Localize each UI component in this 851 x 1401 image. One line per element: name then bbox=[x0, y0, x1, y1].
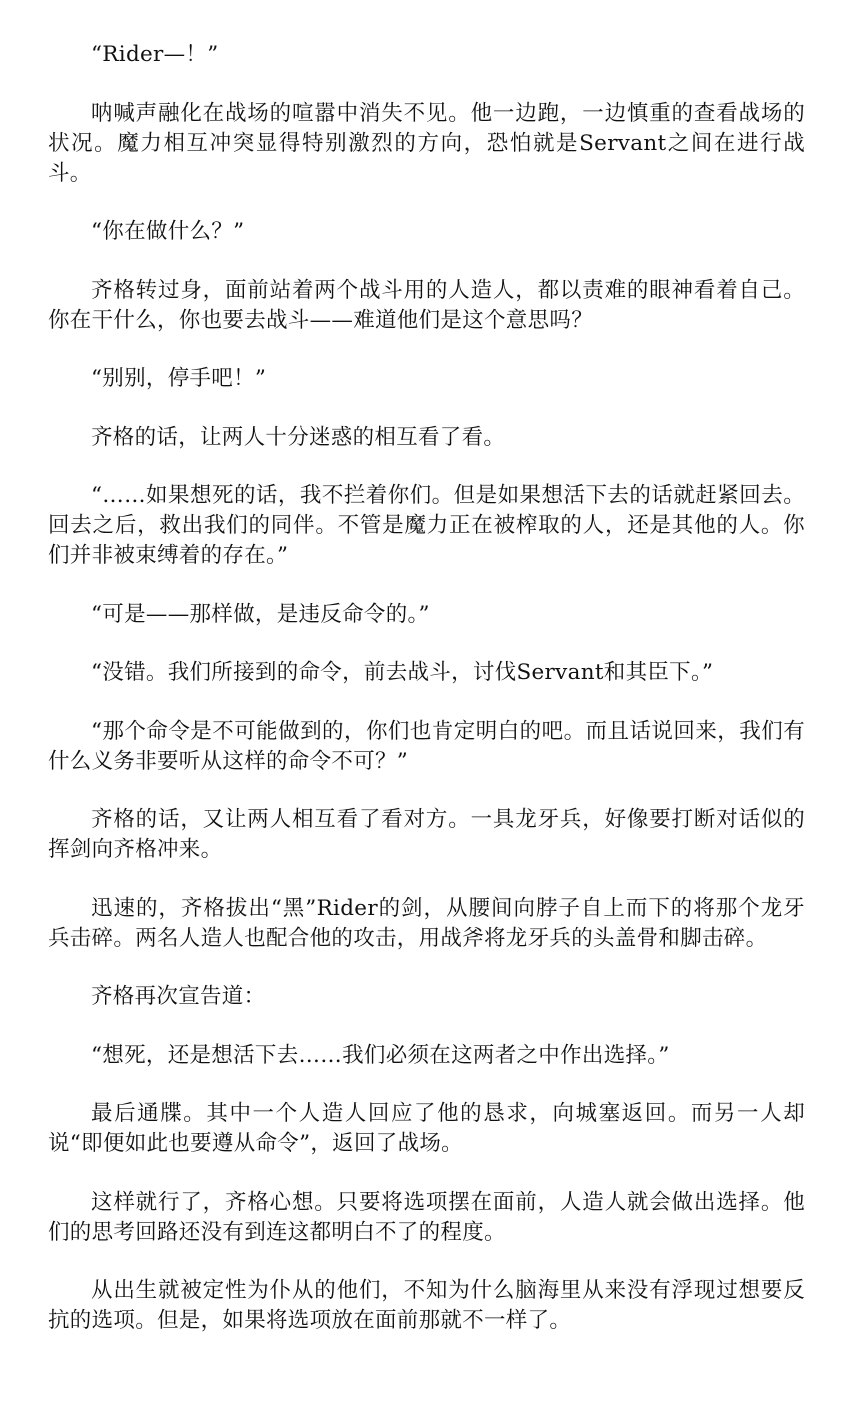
paragraph-14: “想死，还是想活下去……我们必须在这两者之中作出选择。” bbox=[91, 1042, 670, 1068]
paragraph-7: “……如果想死的话，我不拦着你们。但是如果想活下去的话就赶紧回去。回去之后，救出我们的同伴。不管是魔力正在被榨取的人，还是其他的人。你们并非被束缚着的存在。” bbox=[48, 483, 805, 568]
paragraph-2: 呐喊声融化在战场的喧嚣中消失不见。他一边跑，一边慎重的查看战场的状况。魔力相互冲突显得特别激烈的方向，恐怕就是Servant之间在进行战斗。 bbox=[48, 100, 805, 186]
paragraph-9: “没错。我们所接到的命令，前去战斗，讨伐Servant和其臣下。” bbox=[91, 660, 714, 685]
paragraph-3: “你在做什么？” bbox=[91, 219, 245, 244]
paragraph-15: 最后通牒。其中一个人造人回应了他的恳求，向城塞返回。而另一人却说“即便如此也要遵从命令”，返回了战场。 bbox=[48, 1101, 805, 1156]
paragraph-17: 从出生就被定性为仆从的他们，不知为什么脑海里从来没有浮现过想要反抗的选项。但是，如果将选项放在面前那就不一样了。 bbox=[48, 1278, 805, 1333]
paragraph-4: 齐格转过身，面前站着两个战斗用的人造人，都以责难的眼神看着自己。你在干什么，你也要去战斗——难道他们是这个意思吗？ bbox=[48, 277, 805, 333]
paragraph-1: “Rider—！” bbox=[91, 42, 219, 67]
paragraph-6: 齐格的话，让两人十分迷惑的相互看了看。 bbox=[91, 424, 506, 450]
paragraph-16: 这样就行了，齐格心想。只要将选项摆在面前，人造人就会做出选择。他们的思考回路还没有到连这都明白不了的程度。 bbox=[48, 1189, 805, 1245]
paragraph-12: 迅速的，齐格拔出“黑”Rider的剑，从腰间向脖子自上而下的将那个龙牙兵击碎。两名人造人也配合他的攻击，用战斧将龙牙兵的头盖骨和脚击碎。 bbox=[48, 895, 805, 951]
paragraph-11: 齐格的话，又让两人相互看了看对方。一具龙牙兵，好像要打断对话似的挥剑向齐格冲来。 bbox=[48, 807, 805, 862]
paragraph-13: 齐格再次宣告道： bbox=[91, 984, 266, 1009]
paragraph-5: “别别，停手吧！” bbox=[91, 366, 267, 391]
paragraph-10: “那个命令是不可能做到的，你们也肯定明白的吧。而且话说回来，我们有什么义务非要听从这样的命令不可？” bbox=[48, 718, 805, 774]
paragraph-8: “可是——那样做，是违反命令的。” bbox=[91, 601, 430, 627]
